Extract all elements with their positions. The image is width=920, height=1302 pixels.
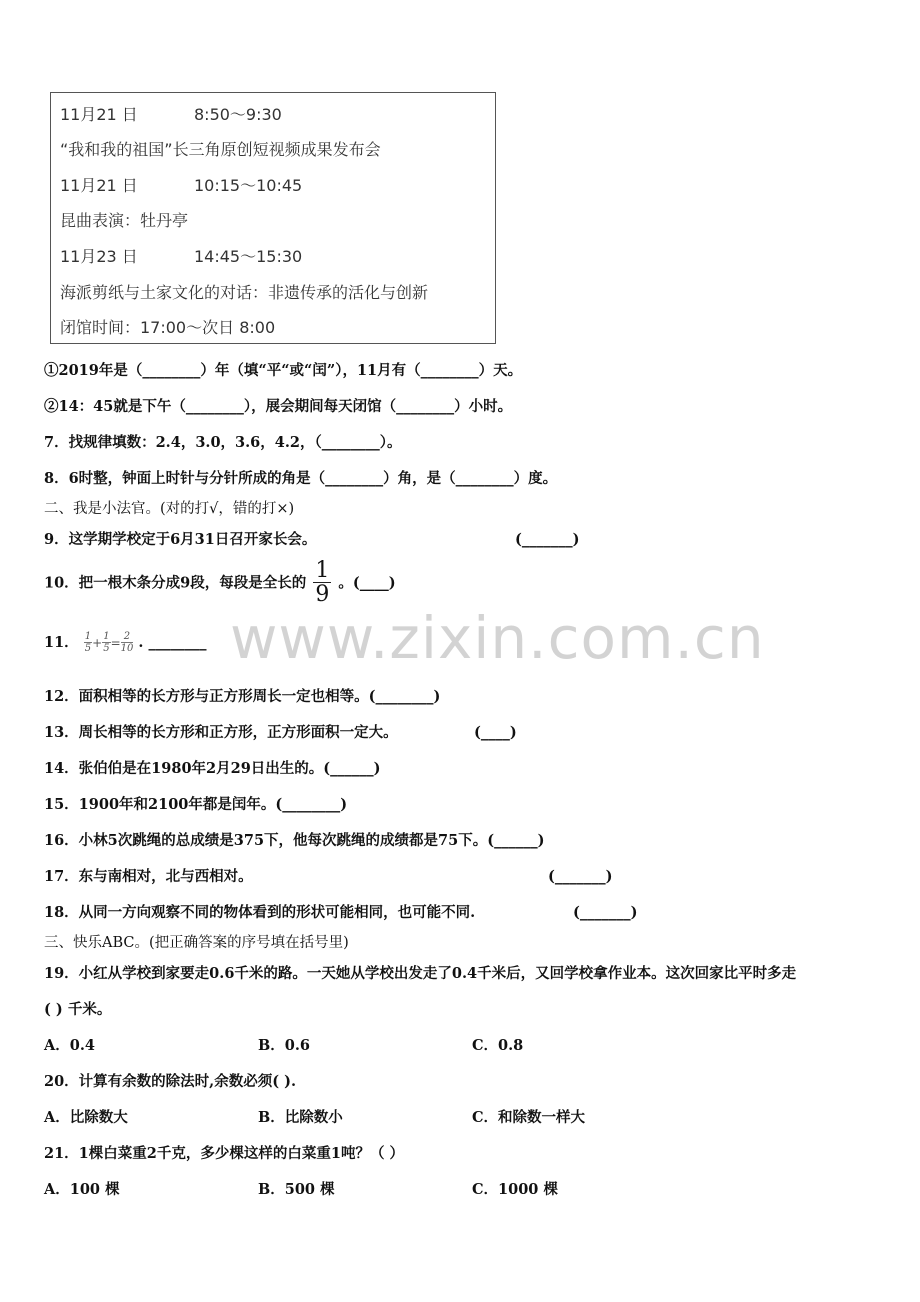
question-9-blank: (_______)	[515, 531, 580, 548]
question-17-blank: (_______)	[548, 868, 613, 885]
question-6-1: ①2019年是（________）年（填“平“或“闰”），11月有（________）天。	[44, 362, 523, 379]
schedule-line-3: 11月21 日 10:15～10:45	[60, 176, 303, 195]
question-12: 12．面积相等的长方形与正方形周长一定也相等。(________)	[44, 688, 441, 705]
question-18: 18．从同一方向观察不同的物体看到的形状可能相同，也可能不同.	[44, 904, 476, 921]
question-7: 7．找规律填数：2.4，3.0，3.6，4.2，（________）。	[44, 434, 402, 451]
q21-option-a: A．100 棵	[44, 1181, 120, 1198]
question-19-line-2: ( ) 千米。	[44, 1001, 112, 1018]
schedule-line-4: 昆曲表演：牡丹亭	[60, 211, 189, 230]
schedule-line-7: 闭馆时间：17:00～次日 8:00	[60, 318, 276, 337]
fraction-one-fifth-a: $\frac{1}{5}$	[84, 631, 92, 654]
q19-option-c: C．0.8	[472, 1037, 524, 1054]
question-13: 13．周长相等的长方形和正方形，正方形面积一定大。	[44, 724, 398, 741]
q20-option-c: C．和除数一样大	[472, 1109, 586, 1126]
schedule-line-6: 海派剪纸与土家文化的对话：非遗传承的活化与创新	[60, 283, 429, 302]
fraction-one-fifth-b: $\frac{1}{5}$	[103, 631, 110, 654]
q21-option-c: C．1000 棵	[472, 1181, 558, 1198]
section-2-heading: 二、我是小法官。(对的打√，错的打×)	[44, 501, 295, 517]
watermark: www.zixin.com.cn	[230, 604, 765, 672]
schedule-line-5: 11月23 日 14:45～15:30	[60, 247, 303, 266]
question-21: 21．1棵白菜重2千克，多少棵这样的白菜重1吨？（ ）	[44, 1145, 404, 1162]
question-9: 9．这学期学校定于6月31日召开家长会。	[44, 531, 317, 548]
schedule-line-1: 11月21 日 8:50～9:30	[60, 105, 282, 124]
question-13-blank: (____)	[474, 724, 517, 741]
question-19-line-1: 19．小红从学校到家要走0.6千米的路。一天她从学校出发走了0.4千米后，又回学校拿作业本。这次回家比平时多走	[44, 965, 797, 982]
question-17: 17．东与南相对，北与西相对。	[44, 868, 253, 885]
question-18-blank: (_______)	[573, 904, 638, 921]
question-8: 8．6时整，钟面上时针与分针所成的角是（________）角，是（________）度。	[44, 470, 558, 487]
fraction-one-ninth: $\frac{1}{9}$	[315, 558, 330, 607]
question-6-2: ②14：45就是下午（________），展会期间每天闭馆（________）小时。	[44, 398, 513, 415]
q21-option-b: B．500 棵	[258, 1181, 335, 1198]
question-14: 14．张伯伯是在1980年2月29日出生的。(______)	[44, 760, 381, 777]
q20-option-a: A．比除数大	[44, 1109, 128, 1126]
q19-option-a: A．0.4	[44, 1037, 95, 1054]
exhibition-schedule-box	[50, 92, 496, 344]
section-3-heading: 三、快乐ABC。(把正确答案的序号填在括号里)	[44, 935, 349, 951]
fraction-two-tenths: $\frac{2}{10}$	[120, 631, 134, 654]
question-15: 15．1900年和2100年都是闰年。(________)	[44, 796, 348, 813]
q20-option-b: B．比除数小	[258, 1109, 343, 1126]
schedule-line-2: “我和我的祖国”长三角原创短视频成果发布会	[60, 140, 381, 159]
question-20: 20．计算有余数的除法时,余数必须( ).	[44, 1073, 297, 1090]
question-10: 10．把一根木条分成9段，每段是全长的 $\frac{1}{9}$ 。(____)	[44, 558, 396, 607]
q19-option-b: B．0.6	[258, 1037, 310, 1054]
question-16: 16．小林5次跳绳的总成绩是375下，他每次跳绳的成绩都是75下。(______)	[44, 832, 545, 849]
question-11: 11． $\frac{1}{5}$ + $\frac{1}{5}$ = $\frac{2}{10}$ . ________	[44, 631, 207, 654]
